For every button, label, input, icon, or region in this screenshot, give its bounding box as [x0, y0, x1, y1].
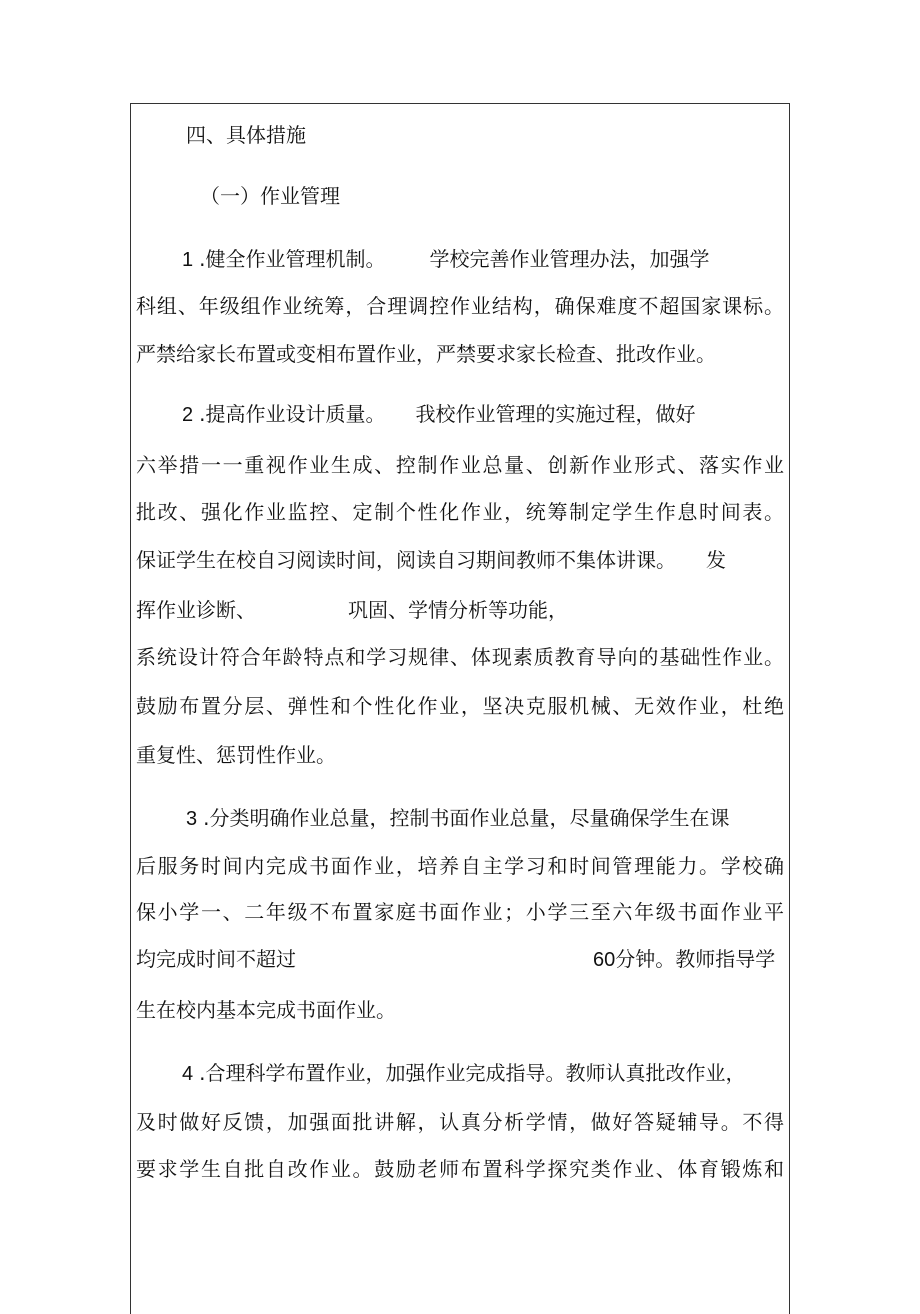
- paragraph-line: 后服务时间内完成书面作业，培养自主学习和时间管理能力。学校确: [136, 854, 784, 878]
- paragraph-line: 重复性、惩罚性作业。: [136, 743, 336, 767]
- section-heading: 四、具体措施: [186, 123, 306, 147]
- item-3-text: .分类明确作业总量，控制书面作业总量，尽量确保学生在课: [203, 806, 730, 830]
- item-4-text: .合理科学布置作业，加强作业完成指导。教师认真批改作业，: [199, 1061, 746, 1085]
- paragraph-line: 生在校内基本完成书面作业。: [136, 998, 396, 1022]
- item-3-first-line: [186, 804, 729, 833]
- paragraph-line: 科组、年级组作业统筹，合理调控作业结构，确保难度不超国家课标。: [136, 294, 784, 318]
- item-4-first-line: [182, 1059, 745, 1088]
- paragraph-line: 及时做好反馈，加强面批讲解，认真分析学情，做好答疑辅导。不得: [136, 1110, 784, 1134]
- item-2-first-text: 我校作业管理的实施过程，做好: [415, 402, 696, 426]
- paragraph-line: 均完成时间不超过 60分钟。教师指导学: [136, 947, 776, 971]
- item-1-first-line: [182, 245, 709, 274]
- item-2-title: .提高作业设计质量。: [199, 402, 386, 426]
- item-3-number: 3: [186, 808, 198, 830]
- item-1-first-text: 学校完善作业管理办法，加强学: [429, 247, 710, 271]
- paragraph-line: 保证学生在校自习阅读时间，阅读自习期间教师不集体讲课。 发: [136, 548, 726, 572]
- paragraph-line: 保小学一、二年级不布置家庭书面作业；小学三至六年级书面作业平: [136, 900, 784, 924]
- paragraph-line: 批改、强化作业监控、定制个性化作业，统筹制定学生作息时间表。: [136, 500, 784, 524]
- paragraph-line: 挥作业诊断、 巩固、学情分析等功能，: [136, 598, 568, 622]
- subsection-heading: （一）作业管理: [200, 184, 340, 208]
- item-4-number: 4: [182, 1063, 194, 1085]
- paragraph-line: 鼓励布置分层、弹性和个性化作业，坚决克服机械、无效作业，杜绝: [136, 694, 784, 718]
- paragraph-line: 要求学生自批自改作业。鼓励老师布置科学探究类作业、体育锻炼和: [136, 1157, 784, 1181]
- paragraph-line: 系统设计符合年龄特点和学习规律、体现素质教育导向的基础性作业。: [136, 645, 784, 669]
- item-1-title: .健全作业管理机制。: [199, 247, 386, 271]
- paragraph-line: 六举措一一重视作业生成、控制作业总量、创新作业形式、落实作业: [136, 453, 784, 477]
- minutes-value: 60: [593, 949, 616, 971]
- item-1-number: 1: [182, 249, 194, 271]
- item-2-number: 2: [182, 404, 194, 426]
- paragraph-line: 严禁给家长布置或变相布置作业，严禁要求家长检查、批改作业。: [136, 342, 716, 366]
- item-2-first-line: [182, 400, 695, 429]
